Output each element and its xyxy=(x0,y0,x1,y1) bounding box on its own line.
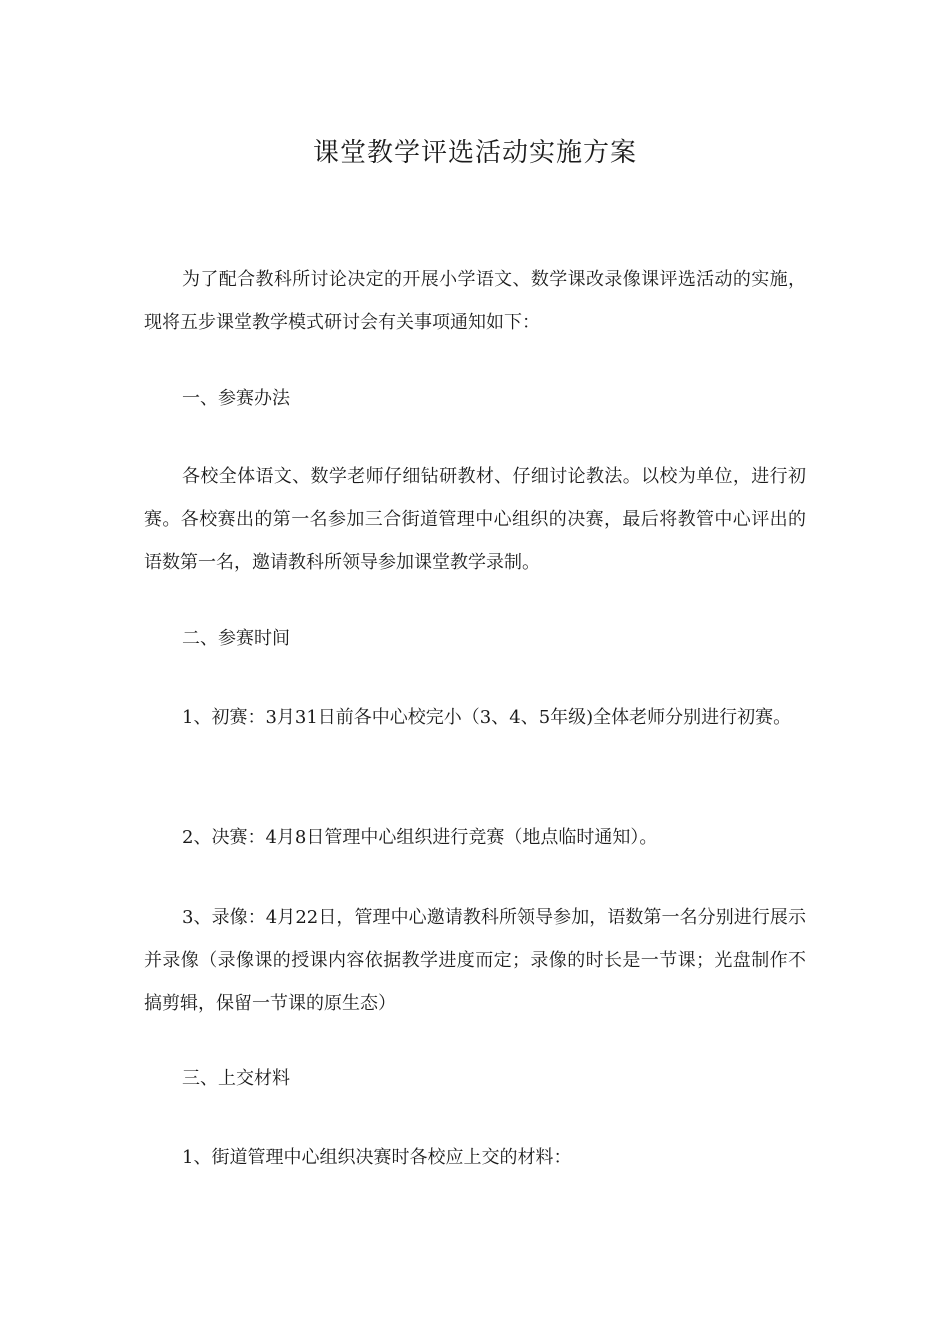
intro-paragraph: 为了配合教科所讨论决定的开展小学语文、数学课改录像课评选活动的实施，现将五步课堂教学模式研讨会有关事项通知如下： xyxy=(144,269,806,333)
section-heading-1: 一、参赛办法 xyxy=(182,388,290,409)
section-1-paragraph: 各校全体语文、数学老师仔细钻研教材、仔细讨论教法。以校为单位，进行初赛。各校赛出的第一名参加三合街道管理中心组织的决赛，最后将教管中心评出的语数第一名，邀请教科所领导参加课堂教学录制。 xyxy=(144,466,806,573)
schedule-item-3: 3、录像：4月22日，管理中心邀请教科所领导参加，语数第一名分别进行展示并录像（录像课的授课内容依据教学进度而定；录像的时长是一节课；光盘制作不搞剪辑，保留一节课的原生态） xyxy=(144,907,806,1014)
materials-item-1: 1、街道管理中心组织决赛时各校应上交的材料： xyxy=(182,1147,572,1168)
section-heading-2: 二、参赛时间 xyxy=(182,628,290,649)
schedule-item-1: 1、初赛：3月31日前各中心校完小（3、4、5年级)全体老师分别进行初赛。 xyxy=(182,707,792,728)
document-title: 课堂教学评选活动实施方案 xyxy=(312,138,637,168)
section-heading-3: 三、上交材料 xyxy=(182,1068,290,1089)
schedule-item-2: 2、决赛：4月8日管理中心组织进行竞赛（地点临时通知）。 xyxy=(182,827,658,848)
